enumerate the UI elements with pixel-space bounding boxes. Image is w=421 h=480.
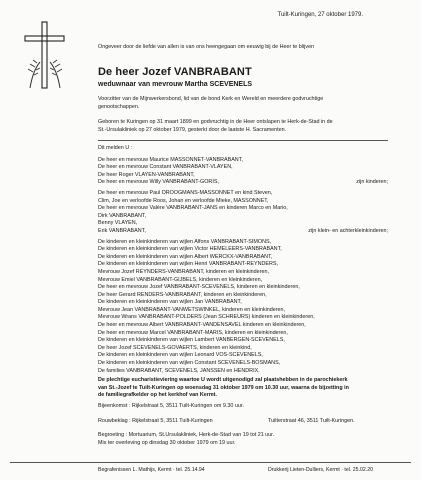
family-line: Mevrouw Jozef REYNDERS-VANBRABANT, kinderen en kleinkinderen,: [98, 268, 269, 275]
biography-line: Voorzitter van de Mijnwerkersbond, lid van de bond Kerk en Wereld en meerdere godvruchtige: [98, 96, 324, 102]
deceased-subtitle: weduwnaar van mevrouw Martha SCEVENELS: [98, 81, 253, 88]
notice-list: [98, 145, 388, 375]
footer-printer: Drukkerij Lieten-Dulliers, Kermt · tel. 25.02.20: [268, 467, 373, 473]
family-line: De kinderen en kleinkinderen van wijlen Henri VANBRABANT-REYNDERS,: [98, 261, 278, 268]
grandchildren-label: zijn klein- en achterkleinkinderen;: [308, 227, 388, 234]
children-line: De heer en mevrouw Constant VANBRABANT-VLAYEN,: [98, 164, 233, 171]
family-line: De kinderen en kleinkinderen van wijlen Constant SCEVENELS-BOSMANS,: [98, 360, 281, 367]
divider: [98, 140, 388, 141]
cross-icon: [22, 20, 72, 90]
service-announcement: [98, 377, 349, 400]
family-line: De heer en mevrouw Jozef VANBRABANT-SCEVENELS, kinderen en kleinkinderen,: [98, 284, 300, 291]
family-line: Mevrouw Emiel VANBRABANT-GIJBELS, kinderen en kleinkinderen,: [98, 276, 263, 283]
place-date: Tuilt-Kuringen, 27 oktober 1979.: [277, 12, 363, 18]
family-line: Mevrouw Wrans VANBRABANT-POLDERS (Jean SCHREURS) kinderen en kleinkinderen,: [98, 314, 315, 321]
birth-death-line: Geboren te Kuringen op 31 maart 1899 en godvruchtig in de Heer ontslapen te Herk-de-Stad in de: [98, 119, 333, 125]
mourning-details-alt: Tuilterstraat 46, 3511 Tuilt-Kuringen.: [268, 418, 355, 424]
family-line: De kinderen en kleinkinderen van wijlen Lambert VANBERGEN-SCEVENELS,: [98, 337, 285, 344]
family-line: De heer en mevrouw Marcel VANBRABANT-MARIS, kinderen en kleinkinderen,: [98, 329, 288, 336]
biography-line: genootschappen.: [98, 103, 140, 110]
deceased-name: De heer Jozef VANBRABANT: [98, 66, 252, 78]
family-line: De heer Jozef SCEVENELS-GOVAERTS, kinderen en kleinkind,: [98, 344, 252, 351]
children-line: De heer en mevrouw Willy VANBRABANT-GORIS,: [98, 179, 219, 186]
family-line: De heer Gerard RENDERS-VANBRABANT, kinderen en kleinkinderen,: [98, 291, 267, 298]
service-line: van St.-Jozef te Tuilt-Kuringen op woensdag 31 oktober 1979 om 10.30 uur, waarna de bijzetting in: [98, 384, 349, 391]
intro-text: Ongeveer door de liefde van allen is van ons heengegaan om eeuwig bij de Heer te blijven: [98, 44, 315, 50]
birth-death-line: St.-Ursulakliniek op 27 oktober 1979, gesterkt door de laatste H. Sacramenten.: [98, 126, 287, 133]
children-line: De heer Roger VLAYEN-VANBRABANT,: [98, 171, 195, 178]
grandchildren-line: Clim, Joe en verloofde Roos, Johan en verloofde Mieke, MASSONNET,: [98, 197, 269, 204]
family-line: De kinderen en kleinkinderen van wijlen Victor HEMELEERS-VANBRABANT,: [98, 246, 282, 253]
biography: [98, 96, 323, 111]
grandchildren-line: Dirk VANBRABANT,: [98, 212, 147, 219]
wake-line: Mis ter overleving op dinsdag 30 oktober 1979 om 19 uur.: [98, 439, 236, 446]
family-line: Mevrouw Jean VANBRABANT-VANWETSWINKEL, kinderen en kleinkinderen,: [98, 306, 286, 313]
footer-divider: [10, 462, 411, 463]
birth-death: [98, 119, 333, 134]
family-line: De kinderen en kleinkinderen van wijlen Alfons VANBRABANT-SIMONS,: [98, 238, 272, 245]
service-line: De plechtige eucharistieviering waartoe U wordt uitgenodigd zal plaatshebben in de parochiekerk: [98, 377, 348, 383]
grandchildren-line-last: [98, 228, 388, 236]
grandchildren-line: Benny VLAYEN,: [98, 220, 138, 227]
children-line: De heer en mevrouw Maurice MASSONNET-VANBRABANT,: [98, 156, 243, 163]
service-line: de familiegrafkelder op het kerkhof van Kermt.: [98, 392, 217, 399]
grandchildren-line: De heer en mevrouw Paul DROOGMANS-MASSONNET en kind Steven,: [98, 189, 273, 196]
notice-heading: Dit melden U :: [98, 145, 133, 151]
family-line: De families VANBRABANT, SCEVENELS, JANSSEN en HENDRIX.: [98, 367, 260, 374]
viewing-details: Bijeenkomst : Rijkelstraat 5, 3511 Tuilt-Kuringen om 9.30 uur.: [98, 403, 244, 409]
footer-undertaker: Begrafenissen L. Mathijs, Kermt · tel. 25.14.94: [98, 467, 205, 473]
family-line: De kinderen en kleinkinderen van wijlen Leonard VOS-SCEVENELS,: [98, 352, 263, 359]
family-line: De kinderen en kleinkinderen van wijlen Albert WERCKX-VANBRABANT,: [98, 253, 273, 260]
children-line-last: [98, 179, 388, 187]
mourning-details: Rouwbeklag : Rijkelstraat 5, 3511 Tuilt-Kuringen: [98, 418, 213, 424]
wake-line: Begroeting : Mortuarium, St.Ursulakliniek, Herk-de-Stad van 19 tot 21 uur.: [98, 432, 275, 438]
grandchildren-line: Erik VANBRABANT,: [98, 227, 146, 234]
wake-details: [98, 432, 274, 447]
grandchildren-line: De heer en mevrouw Valère VANBRABANT-JANS en kinderen Marco en Mario,: [98, 205, 288, 212]
family-line: De kinderen en kleinkinderen van wijlen Jan VANBRABANT,: [98, 299, 242, 306]
family-line: De heer en mevrouw Albert VANBRABANT-VANDENSAVEL kinderen en kleinkinderen,: [98, 322, 306, 329]
children-label: zijn kinderen;: [356, 179, 388, 186]
